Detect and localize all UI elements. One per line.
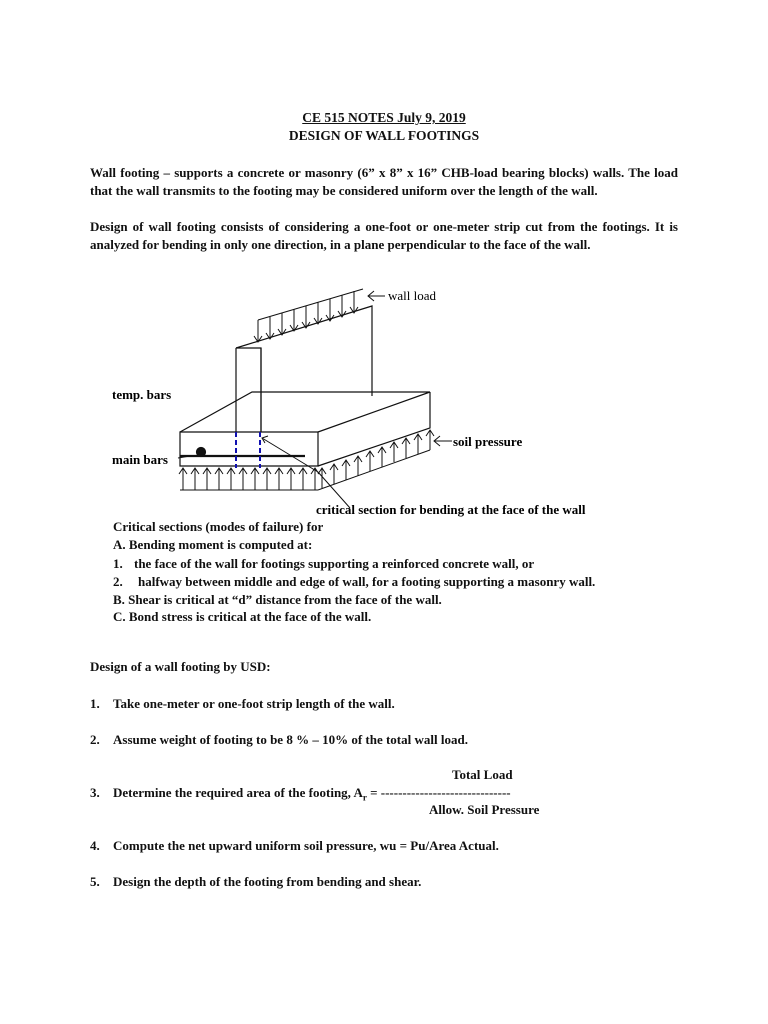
critical-heading: Critical sections (modes of failure) for — [113, 519, 324, 534]
critical-item-c: C. Bond stress is critical at the face of the wall. — [113, 609, 372, 624]
usd-heading: Design of a wall footing by USD: — [90, 659, 271, 674]
area-formula-dashes: = ------------------------------ — [366, 785, 511, 800]
usd-step-1-number: 1. — [90, 696, 100, 711]
footing — [180, 392, 430, 466]
page-title: DESIGN OF WALL FOOTINGS — [288, 128, 480, 143]
usd-step-4-number: 4. — [90, 838, 100, 853]
usd-step-3-number: 3. — [90, 785, 100, 800]
wall-load-arrows — [254, 289, 385, 342]
critical-item-a2: halfway between middle and edge of wall, for a footing supporting a masonry wall. — [138, 574, 596, 589]
critical-item-a1: the face of the wall for footings supporting a reinforced concrete wall, or — [134, 556, 535, 571]
soil-pressure-arrows — [179, 430, 452, 490]
wall-load-label: wall load — [388, 288, 437, 303]
area-formula-denominator: Allow. Soil Pressure — [429, 802, 540, 817]
usd-step-5-number: 5. — [90, 874, 100, 889]
critical-item-a1-number: 1. — [113, 556, 123, 571]
usd-step-4: Compute the net upward uniform soil pressure, wu = Pu/Area Actual. — [113, 838, 499, 853]
critical-item-a: A. Bending moment is computed at: — [113, 537, 313, 552]
main-bars-label: main bars — [112, 452, 168, 467]
area-formula-numerator: Total Load — [452, 767, 513, 782]
usd-step-2-number: 2. — [90, 732, 100, 747]
critical-section-lines — [236, 432, 260, 468]
intro-paragraph-1: Wall footing – supports a concrete or masonry (6” x 8” x 16” CHB-load bearing blocks) walls. The load that the wall transmits to the footing may be considered uniform over the length of the wall. — [90, 165, 678, 198]
soil-pressure-label: soil pressure — [453, 434, 523, 449]
critical-item-b: B. Shear is critical at “d” distance from the face of the wall. — [113, 592, 442, 607]
temp-bars-label: temp. bars — [112, 387, 172, 402]
area-subscript: r — [362, 792, 367, 803]
critical-item-a2-number: 2. — [113, 574, 123, 589]
usd-step-1: Take one-meter or one-foot strip length of the wall. — [113, 696, 395, 711]
critical-section-label: critical section for bending at the face of the wall — [316, 502, 586, 517]
intro-paragraph-2: Design of wall footing consists of considering a one-foot or one-meter strip cut from the footings. It is analyzed for bending in only one direction, in a plane perpendicular to the face of the wall. — [90, 219, 678, 252]
usd-step-3-text: Determine the required area of the footing, A — [113, 785, 363, 800]
usd-step-5: Design the depth of the footing from bending and shear. — [113, 874, 422, 889]
usd-step-2: Assume weight of footing to be 8 % – 10% of the total wall load. — [113, 732, 468, 747]
course-title: CE 515 NOTES July 9, 2019 — [302, 110, 466, 125]
wall-footing-figure — [0, 280, 768, 520]
